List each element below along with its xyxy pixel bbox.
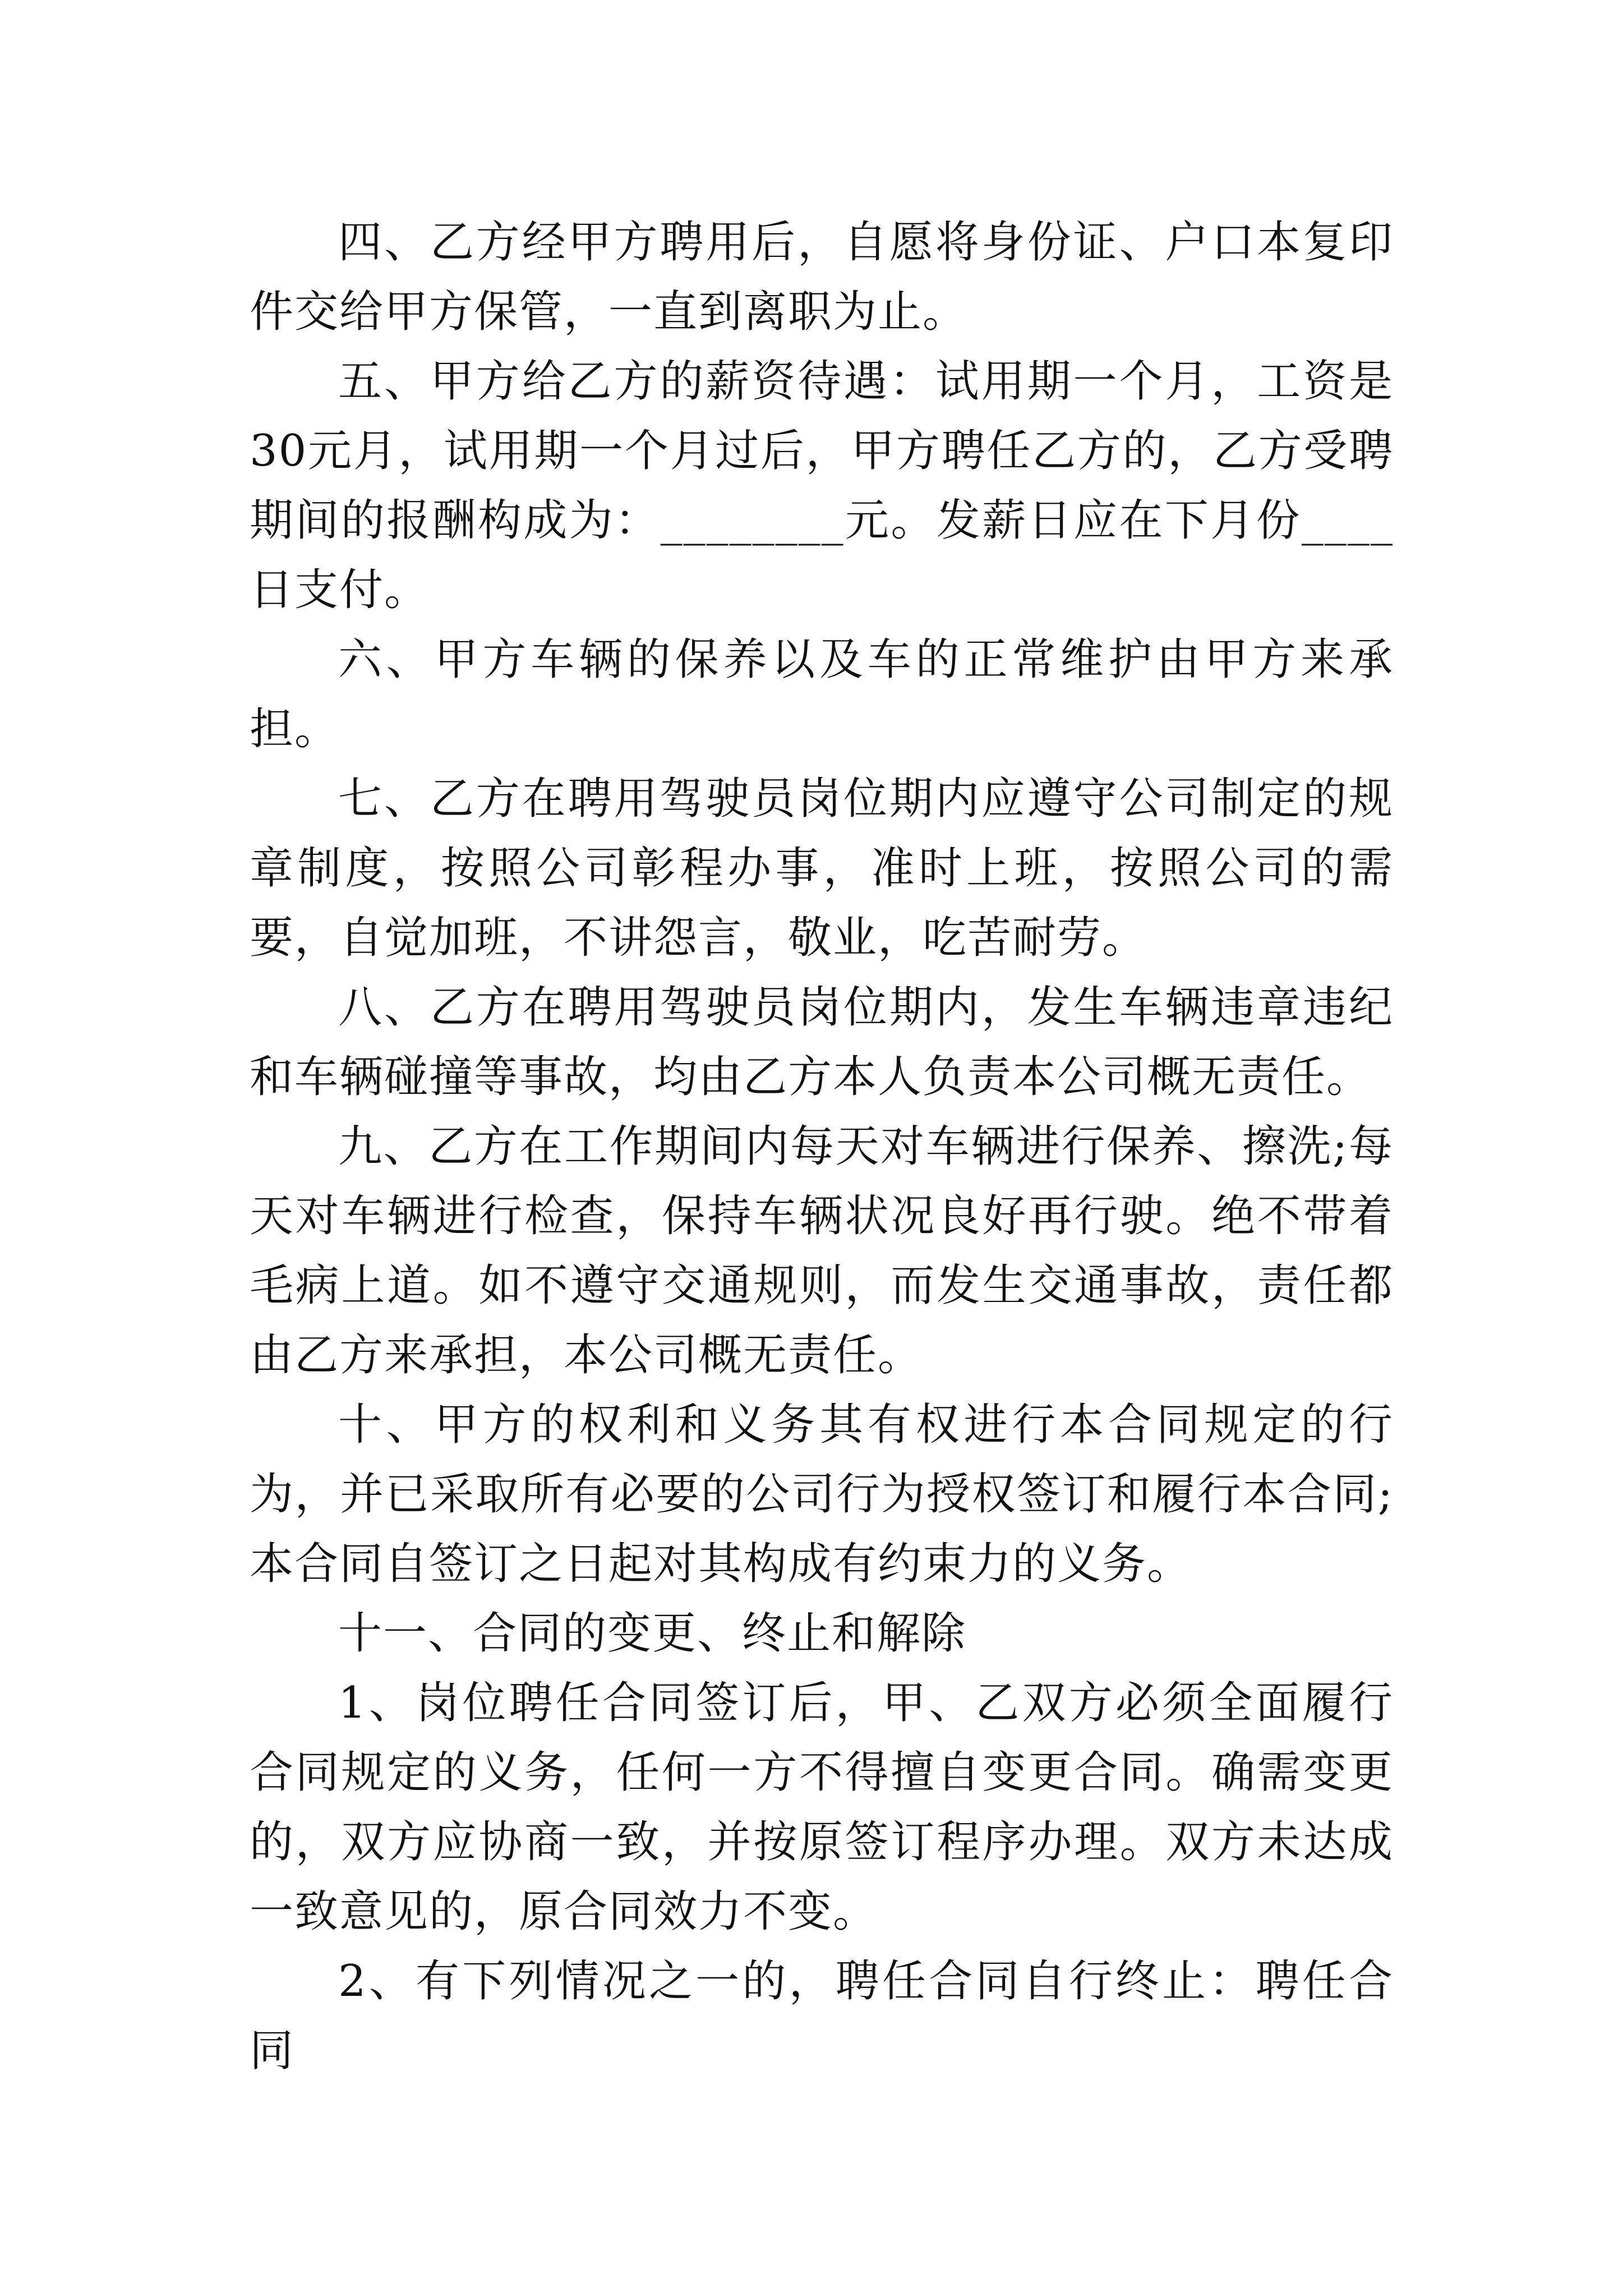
paragraph-clause-9: 九、乙方在工作期间内每天对车辆进行保养、擦洗;每天对车辆进行检查，保持车辆状况良好再行驶。绝不带着毛病上道。如不遵守交通规则，而发生交通事故，责任都由乙方来承担，本公司概无责任。: [250, 1121, 1394, 1381]
paragraph-clause-7: 七、乙方在聘用驾驶员岗位期内应遵守公司制定的规章制度，按照公司彰程办事，准时上班，按照公司的需要，自觉加班，不讲怨言，敬业，吃苦耐劳。: [250, 774, 1394, 963]
paragraph-clause-4: 四、乙方经甲方聘用后，自愿将身份证、户口本复印件交给甲方保管，一直到离职为止。: [250, 217, 1394, 337]
document-page: [250, 208, 1394, 2086]
paragraph-clause-11-item-2: 2、有下列情况之一的，聘任合同自行终止：聘任合同: [250, 1956, 1394, 2076]
paragraph-clause-5: 五、甲方给乙方的薪资待遇：试用期一个月，工资是30元月，试用期一个月过后，甲方聘任乙方的，乙方受聘期间的报酬构成为：________元。发薪日应在下月份____日支付。: [250, 356, 1394, 615]
paragraph-clause-10: 十、甲方的权利和义务其有权进行本合同规定的行为，并已采取所有必要的公司行为授权签订和履行本合同;本合同自签订之日起对其构成有约束力的义务。: [250, 1400, 1394, 1589]
paragraph-clause-8: 八、乙方在聘用驾驶员岗位期内，发生车辆违章违纪和车辆碰撞等事故，均由乙方本人负责本公司概无责任。: [250, 982, 1394, 1102]
paragraph-clause-6: 六、甲方车辆的保养以及车的正常维护由甲方来承担。: [250, 634, 1394, 754]
paragraph-clause-11-heading: 十一、合同的变更、终止和解除: [338, 1608, 967, 1659]
paragraph-clause-11-item-1: 1、岗位聘任合同签订后，甲、乙双方必须全面履行合同规定的义务，任何一方不得擅自变更合同。确需变更的，双方应协商一致，并按原签订程序办理。双方未达成一致意见的，原合同效力不变。: [250, 1678, 1394, 1937]
